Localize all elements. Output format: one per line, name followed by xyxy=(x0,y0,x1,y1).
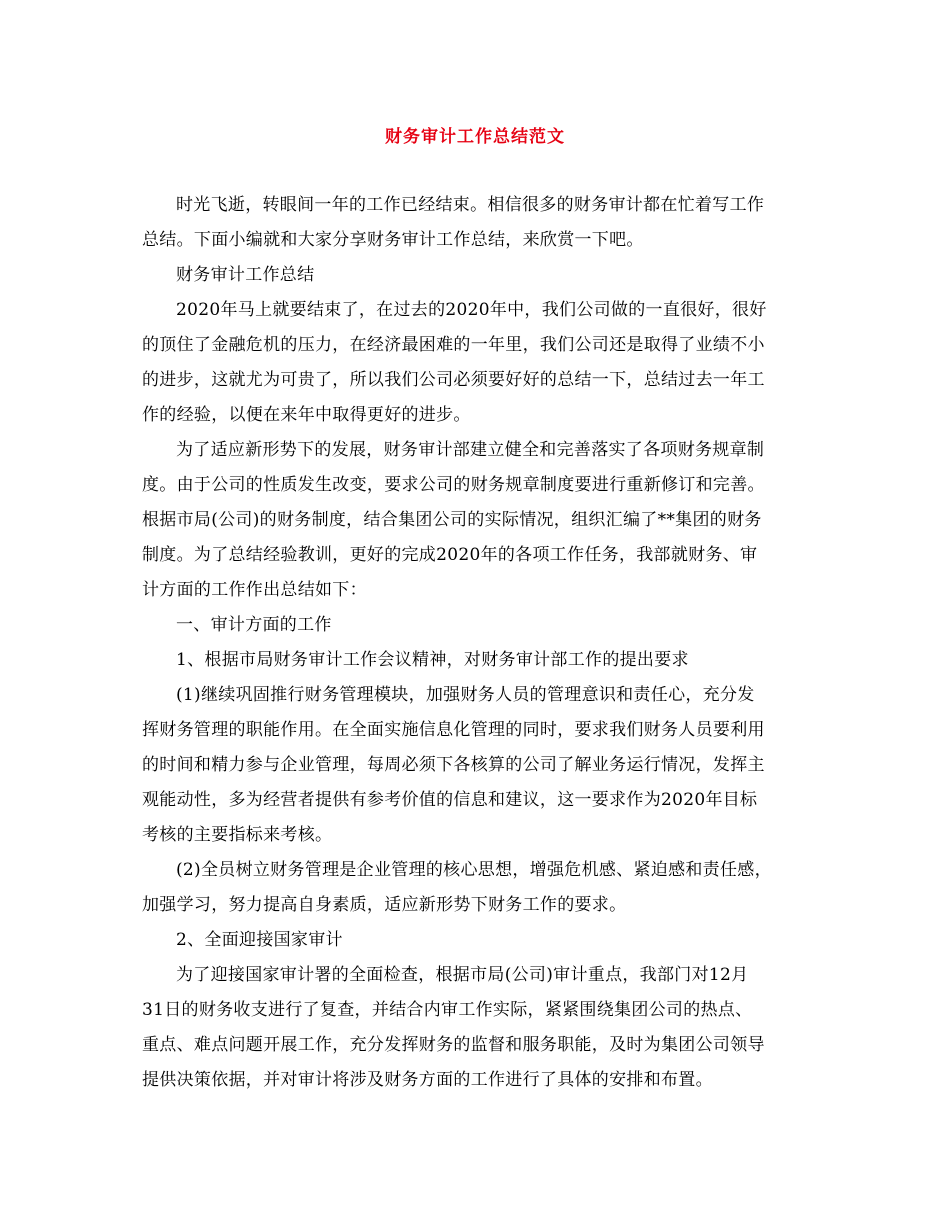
paragraph-line: 为了迎接国家审计署的全面检查，根据市局(公司)审计重点，我部门对12月 xyxy=(176,965,749,985)
paragraph-line: 的顶住了金融危机的压力，在经济最困难的一年里，我们公司还是取得了业绩不小 xyxy=(142,335,765,355)
paragraph-line: 时光飞逝，转眼间一年的工作已经结束。相信很多的财务审计都在忙着写工作 xyxy=(176,195,765,215)
subsection-heading: 2、全面迎接国家审计 xyxy=(176,930,343,950)
paragraph-line: 31日的财务收支进行了复查，并结合内审工作实际，紧紧围绕集团公司的热点、 xyxy=(142,1000,753,1020)
paragraph-line: 重点、难点问题开展工作，充分发挥财务的监督和服务职能，及时为集团公司领导 xyxy=(142,1035,765,1055)
section-heading: 一、审计方面的工作 xyxy=(176,615,332,635)
paragraph-line: 计方面的工作作出总结如下： xyxy=(142,580,367,600)
subsection-heading: 1、根据市局财务审计工作会议精神，对财务审计部工作的提出要求 xyxy=(176,650,689,670)
paragraph-line: (2)全员树立财务管理是企业管理的核心思想，增强危机感、紧迫感和责任感， xyxy=(176,860,772,880)
paragraph-line: 作的经验，以便在来年中取得更好的进步。 xyxy=(142,405,471,425)
paragraph-line: 的进步，这就尤为可贵了，所以我们公司必须要好好的总结一下，总结过去一年工 xyxy=(142,370,765,390)
paragraph-line: 的时间和精力参与企业管理，每周必须下各核算的公司了解业务运行情况，发挥主 xyxy=(142,755,765,775)
paragraph-line: 加强学习，努力提高自身素质，适应新形势下财务工作的要求。 xyxy=(142,895,627,915)
paragraph-line: 制度。为了总结经验教训，更好的完成2020年的各项工作任务，我部就财务、审 xyxy=(142,545,758,565)
paragraph-line: 为了适应新形势下的发展，财务审计部建立健全和完善落实了各项财务规章制 xyxy=(176,440,765,460)
paragraph-line: 总结。下面小编就和大家分享财务审计工作总结，来欣赏一下吧。 xyxy=(142,230,644,250)
document-body xyxy=(142,188,810,1098)
paragraph-line: 度。由于公司的性质发生改变，要求公司的财务规章制度要进行重新修订和完善。 xyxy=(142,475,765,495)
paragraph-line: 考核的主要指标来考核。 xyxy=(142,825,333,845)
paragraph-line: 观能动性，多为经营者提供有参考价值的信息和建议，这一要求作为2020年目标 xyxy=(142,790,758,810)
document-title: 财务审计工作总结范文 xyxy=(385,127,565,147)
paragraph-line: 2020年马上就要结束了，在过去的2020年中，我们公司做的一直很好，很好 xyxy=(176,300,767,320)
paragraph-line: 根据市局(公司)的财务制度，结合集团公司的实际情况，组织汇编了**集团的财务 xyxy=(142,510,762,530)
paragraph-line: 挥财务管理的职能作用。在全面实施信息化管理的同时，要求我们财务人员要利用 xyxy=(142,720,765,740)
paragraph-line: 提供决策依据，并对审计将涉及财务方面的工作进行了具体的安排和布置。 xyxy=(142,1070,713,1090)
paragraph-line: (1)继续巩固推行财务管理模块，加强财务人员的管理意识和责任心，充分发 xyxy=(176,685,755,705)
section-heading: 财务审计工作总结 xyxy=(176,265,315,285)
